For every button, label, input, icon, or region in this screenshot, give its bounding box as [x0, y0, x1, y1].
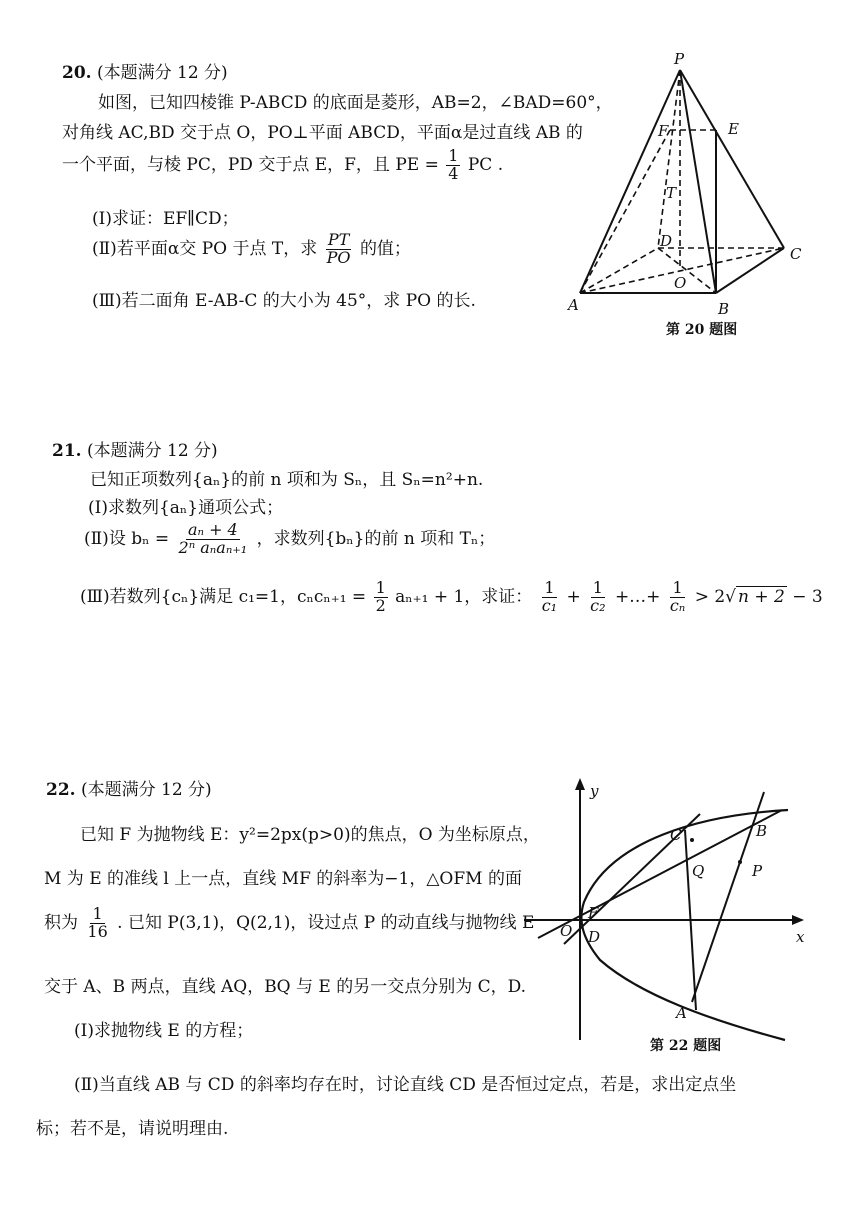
- line-AB: [692, 792, 764, 1002]
- edge-PA: [580, 70, 680, 293]
- label-Q: Q: [692, 862, 705, 880]
- q21-number: 21.: [52, 441, 82, 461]
- label-C: C: [670, 826, 682, 844]
- q21-header: [52, 436, 218, 461]
- q21-sum-term-n-den: cₙ: [669, 595, 686, 615]
- q21-sum-term-1-den: c₁: [541, 595, 558, 615]
- q21-tail: − 3: [786, 586, 823, 607]
- q21-part3-fraction: [374, 580, 388, 615]
- q22-part2-line2: 标；若不是，请说明理由.: [36, 1119, 229, 1139]
- label-O: O: [560, 922, 573, 940]
- q22-line1: 已知 F 为抛物线 E：y²=2px(p>0)的焦点，O 为坐标原点，: [80, 825, 540, 845]
- q21-sum-term-2-den: c₂: [590, 595, 606, 615]
- label-P: P: [752, 862, 763, 880]
- edge-PC: [680, 70, 784, 248]
- q21-sum-op-2: +…+: [614, 586, 661, 607]
- q21-part3-frac-den: 2: [375, 595, 386, 615]
- q21-part2-den: 2ⁿ aₙaₙ₊₁: [178, 537, 248, 557]
- y-axis-arrow-icon: [575, 778, 585, 790]
- q20-fraction: [446, 148, 460, 183]
- q20-number: 20.: [62, 63, 92, 83]
- q21-part2-pre: (Ⅱ)设 bₙ =: [84, 528, 170, 549]
- q21-part3-mid: aₙ₊₁ + 1，求证：: [395, 586, 533, 607]
- q22-part2-line1: (Ⅱ)当直线 AB 与 CD 的斜率均存在时，讨论直线 CD 是否恒过定点，若是，求出定点坐: [74, 1075, 737, 1095]
- q20-pyramid-figure: [560, 48, 810, 348]
- q21-line1: 已知正项数列{aₙ}的前 n 项和为 Sₙ，且 Sₙ=n²+n.: [90, 470, 484, 490]
- q20-part2-den: PO: [326, 247, 351, 267]
- q22-part1: (Ⅰ)求抛物线 E 的方程；: [74, 1021, 254, 1041]
- q21-part1: (Ⅰ)求数列{aₙ}通项公式；: [88, 498, 284, 518]
- q22-header: [46, 775, 212, 800]
- label-F: F: [658, 122, 669, 140]
- q20-fraction-num: 1: [448, 146, 459, 165]
- q22-line3-pre: 积为: [44, 912, 78, 933]
- q21-sqrt-symbol: √: [725, 586, 737, 607]
- q20-part2-pre: (Ⅱ)若平面α交 PO 于点 T，求: [92, 238, 318, 259]
- label-F: F: [588, 904, 599, 922]
- q22-line4: 交于 A、B 两点，直线 AQ，BQ 与 E 的另一交点分别为 C，D.: [44, 977, 527, 997]
- q21-part3-frac-num: 1: [375, 578, 386, 597]
- q22-line2: M 为 E 的准线 l 上一点，直线 MF 的斜率为−1，△OFM 的面: [44, 869, 522, 889]
- q20-line3-post: PC .: [467, 154, 504, 175]
- label-B: B: [756, 822, 768, 840]
- q20-header: [62, 58, 228, 83]
- q21-sum-term-2-num: 1: [592, 578, 603, 597]
- q21-part2-post: ，求数列{bₙ}的前 n 项和 Tₙ；: [256, 528, 496, 549]
- diagonal-BD: [658, 248, 716, 293]
- label-A: A: [676, 1004, 687, 1022]
- edge-PB: [680, 70, 716, 293]
- q21-part2-fraction: [177, 522, 250, 557]
- segment-AF: [580, 130, 673, 293]
- q20-part2-num: PT: [327, 230, 350, 249]
- label-y: y: [590, 782, 599, 800]
- q21-part2: [84, 522, 495, 557]
- q21-part3: [80, 580, 823, 615]
- q20-part2-fraction: [325, 232, 353, 267]
- point-Q: [690, 838, 694, 842]
- x-axis-arrow-icon: [792, 915, 804, 925]
- q21-score: (本题满分 12 分): [86, 441, 218, 461]
- q22-number: 22.: [46, 780, 76, 800]
- label-T: T: [666, 184, 677, 202]
- label-B: B: [718, 300, 730, 318]
- point-P: [738, 860, 742, 864]
- q20-line2: 对角线 AC,BD 交于点 O，PO⊥平面 ABCD，平面α是过直线 AB 的: [62, 123, 583, 143]
- label-D: D: [588, 928, 601, 946]
- q20-line3-pre: 一个平面，与棱 PC，PD 交于点 E，F，且 PE =: [62, 154, 439, 175]
- q21-part3-pre: (Ⅲ)若数列{cₙ}满足 c₁=1，cₙcₙ₊₁ =: [80, 586, 367, 607]
- label-P: P: [674, 50, 685, 68]
- label-D: D: [660, 232, 673, 250]
- q21-sqrt-body: n + 2: [738, 586, 785, 607]
- q20-score: (本题满分 12 分): [96, 63, 228, 83]
- q20-part3: (Ⅲ)若二面角 E-AB-C 的大小为 45°，求 PO 的长.: [92, 291, 476, 311]
- q20-fraction-den: 4: [448, 163, 459, 183]
- q22-parabola-figure: [520, 770, 810, 1060]
- q22-fraction: [85, 906, 109, 941]
- q20-part2: [92, 232, 411, 267]
- q22-fraction-den: 16: [87, 921, 108, 941]
- label-O: O: [674, 274, 687, 292]
- q21-ineq: > 2: [694, 586, 726, 607]
- q21-sum-term-n-num: 1: [672, 578, 683, 597]
- line-DB: [538, 810, 782, 938]
- q21-part2-num: aₙ + 4: [187, 520, 238, 539]
- q21-sum-op-1: +: [566, 586, 581, 607]
- q21-sum-term-2: [588, 580, 607, 615]
- label-E: E: [728, 120, 739, 138]
- label-C: C: [790, 245, 802, 263]
- label-A: A: [568, 296, 579, 314]
- q22-line3: [44, 906, 534, 941]
- q21-sum-term-1-num: 1: [544, 578, 555, 597]
- q20-line3: [62, 148, 503, 183]
- q22-fraction-num: 1: [92, 904, 103, 923]
- q22-score: (本题满分 12 分): [80, 780, 212, 800]
- q20-part2-post: 的值；: [359, 238, 411, 259]
- label-x: x: [796, 928, 805, 946]
- q21-sum-term-1: [540, 580, 559, 615]
- q22-line3-post: . 已知 P(3,1)，Q(2,1)，设过点 P 的动直线与抛物线 E: [117, 912, 535, 933]
- q20-part1: (Ⅰ)求证：EF∥CD；: [92, 209, 239, 229]
- q20-figure-caption: 第 20 题图: [666, 322, 738, 338]
- q21-sum-term-n: [668, 580, 687, 615]
- q22-figure-caption: 第 22 题图: [650, 1038, 722, 1054]
- q20-line1: 如图，已知四棱锥 P-ABCD 的底面是菱形，AB=2，∠BAD=60°，: [98, 93, 613, 113]
